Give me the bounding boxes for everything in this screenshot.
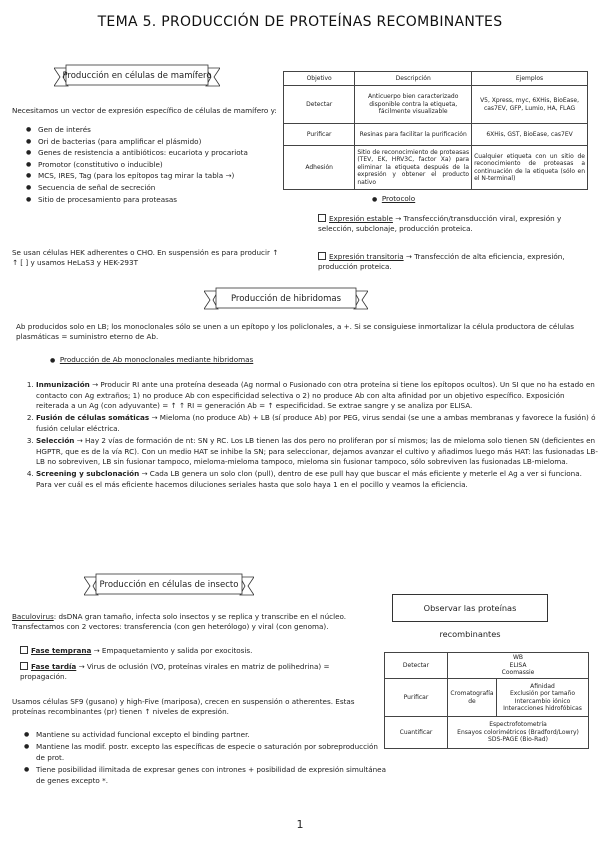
- table-cell: Purificar: [284, 124, 355, 146]
- table-cell: Anticuerpo bien caracterizado disponible contra la etiqueta, fácilmente visualizable: [355, 86, 472, 124]
- table-row: [385, 653, 589, 679]
- insect-cells-text: Usamos células SF9 (gusano) y high-Five (mariposa), crecen en suspensión o atherentes. Estas proteínas recombinantes (pr) tienen ↑ niveles de expresión.: [12, 697, 355, 717]
- tag-table: [283, 71, 588, 190]
- table-header: Ejemplos: [472, 72, 588, 86]
- phase-term: Fase temprana: [31, 646, 92, 655]
- method: Exclusión por tamaño: [509, 690, 576, 697]
- list-item: ● Promotor (constitutivo o inducible): [38, 159, 300, 171]
- method: Intercambio iónico: [514, 697, 571, 705]
- method: Ensayos colorimétricos (Bradford/Lowry): [457, 728, 579, 736]
- table-header: Descripción: [355, 72, 472, 86]
- ribbon-hibridomas: [204, 287, 368, 313]
- step-term: Inmunización: [36, 380, 90, 389]
- section-heading: Observar las proteínas recombinantes: [423, 603, 517, 639]
- table-header: Objetivo: [284, 72, 355, 86]
- protocolo-item: [318, 252, 593, 272]
- insect-list: [22, 729, 386, 787]
- phase-item: [20, 646, 360, 656]
- list-item: [36, 380, 598, 412]
- table-cell: Sitio de reconocimiento de proteasas (TEV, EK, HRV3C, factor Xa) para eliminar la etiqueta después de la expresión y obtener el producto nativo: [355, 146, 472, 190]
- list-item: ● Sitio de procesamiento para proteasas: [38, 194, 300, 206]
- method: Coomassie: [501, 669, 535, 677]
- table-row: [385, 679, 589, 717]
- list-item: [36, 436, 598, 468]
- step-term: Screening y subclonación: [36, 469, 140, 479]
- cromato-sub: de: [468, 697, 476, 705]
- protocolo-term: Expresión transitoria: [329, 252, 404, 261]
- checkbox-icon: [318, 214, 326, 222]
- page-title: TEMA 5. PRODUCCIÓN DE PROTEÍNAS RECOMBINANTES: [97, 14, 503, 30]
- ribbon-mamifero: [54, 64, 220, 90]
- table-row: [385, 717, 589, 749]
- mam-intro: Necesitamos un vector de expresión específico de células de mamífero y:: [12, 106, 277, 115]
- step-text: → Hay 2 vías de formación de nt: SN y RC. Los LB tienen las dos pero no proliferan por sí mismos; las de mieloma solo tienen SN (deficientes en HGPTR, que es de la vía RC). Con un medio HAT se inhibe la SN; para seleccionar, dejamos avanzar el cultivo y añadimos luego más HAT: las fusionadas LB-LB no sobreviven, LB sin fusionar tampoco, mieloma-mieloma tampoco, mieloma sin fusionar tampoco, sólo sobreviven las fusionadas LB-mieloma.: [36, 435, 598, 467]
- list-item: ● Tiene posibilidad ilimitada de expresar genes con intrones + posibilidad de expresión simultánea de genes excepto *.: [36, 764, 386, 787]
- table-row: [284, 146, 588, 190]
- list-item: [36, 413, 598, 434]
- section-heading: Producción en células de mamífero: [62, 71, 212, 81]
- checkbox-icon: [20, 662, 28, 670]
- table-cell: [448, 717, 589, 749]
- protocolo-term: Expresión estable: [329, 214, 393, 223]
- mam-cells-text: Se usan células HEK adherentes o CHO. En suspensión es para producir ↑ ↑ [ ] y usamos HeLaS3 y HEK-293T: [12, 248, 279, 268]
- list-item: ● Mantiene su actividad funcional excepto el binding partner.: [36, 729, 386, 741]
- table-cell: [448, 653, 589, 679]
- table-header-row: [284, 72, 588, 86]
- baculovirus-term: Baculovirus: [12, 612, 54, 621]
- method: SDS-PAGE (Bio-Rad): [488, 736, 548, 744]
- observar-table: [384, 652, 589, 749]
- method: Afinidad: [530, 682, 555, 690]
- page-number: 1: [296, 818, 304, 831]
- section-heading: Producción en células de insecto: [99, 580, 239, 590]
- baculovirus-desc: : dsDNA gran tamaño, infecta solo insectos y se replica y transcribe en el núcleo. Transfectamos con 2 vectores: transferencia (con gen heterólogo) y viral (con genoma).: [12, 612, 347, 632]
- phase-term: Fase tardía: [31, 662, 77, 671]
- list-item: ● Mantiene las modif. postr. excepto las específicas de especie o saturación por sobreproducción de prot.: [36, 741, 386, 764]
- list-item: ● Ori de bacterias (para amplificar el plásmido): [38, 136, 300, 148]
- step-text: → Producir RI ante una proteína deseada (Ag normal o Fusionado con otra proteína si tiene los epítopos ocultos). Un SI que no ha estado en contacto con Ag extraños; 1) no produce Ab con especificidad selectiva o 2) no produce Ab con alta afinidad por un objetivo específico. Exposición reiterada a un Ag (con adyuvante) = ↑ ↑ RI = generación Ab = ↑ especificidad. Se extrae sangre y se analiza por ELISA.: [36, 380, 595, 411]
- vector-list: [24, 124, 300, 205]
- observar-heading-box: [392, 594, 548, 639]
- method: ELISA: [509, 661, 527, 669]
- table-cell: [448, 679, 497, 717]
- protocolo-text: → Transfección/transducción viral, expresión y selección, subclonaje, producción proteica.: [318, 214, 562, 234]
- section-heading: Producción de hibridomas: [230, 294, 342, 304]
- table-cell: Purificar: [385, 679, 448, 717]
- step-term: Fusión de células somáticas: [36, 413, 150, 423]
- baculovirus-text: [12, 612, 372, 632]
- table-cell: Resinas para facilitar la purificación: [355, 124, 472, 146]
- table-cell: Detectar: [385, 653, 448, 679]
- method: Espectrofotometría: [489, 721, 547, 729]
- phase-item: [20, 662, 360, 682]
- hib-subtitle: Producción de Ab monoclonales mediante hibridomas: [59, 355, 254, 364]
- cromato-label: Cromatografía: [450, 690, 494, 697]
- table-cell: Cuantificar: [385, 717, 448, 749]
- phase-text: → Empaquetamiento y salida por exocitosis.: [91, 646, 253, 655]
- table-cell: Adhesión: [284, 146, 355, 190]
- protocolo-title: Protocolo: [381, 194, 416, 203]
- protocolo-heading: ● Protocolo: [372, 194, 416, 203]
- method: Interacciones hidrofóbicas: [503, 705, 582, 712]
- table-row: [284, 124, 588, 146]
- protocolo-text: → Transfección de alta eficiencia, expresión, producción proteica.: [318, 252, 565, 272]
- list-item: ● MCS, IRES, Tag (para los epítopos tag mirar la tabla →): [38, 170, 300, 182]
- step-text: → Mieloma (no produce Ab) + LB (sí produce Ab) por PEG, virus sendai (se une a ambas membranas y favorece la fusión) ó fusión celular eléctrica.: [36, 413, 596, 433]
- phase-text: → Virus de oclusión (VO, proteínas virales en matriz de polihedrina) = propagación.: [20, 662, 330, 682]
- checkbox-icon: [20, 646, 28, 654]
- protocolo-item: [318, 214, 593, 234]
- list-item: ● Genes de resistencia a antibióticos: eucariota y procariota: [38, 147, 300, 159]
- list-item: ● Secuencia de señal de secreción: [38, 182, 300, 194]
- hib-steps: [24, 380, 598, 492]
- table-cell: V5, Xpress, myc, 6XHis, BioEase, cas7EV, GFP, Lumio, HA, FLAG: [472, 86, 588, 124]
- step-term: Selección: [36, 435, 75, 445]
- table-row: [284, 86, 588, 124]
- ribbon-insecto: [84, 573, 254, 599]
- table-cell: 6XHis, GST, BioEase, cas7EV: [472, 124, 588, 146]
- hib-subheading: ● Producción de Ab monoclonales mediante hibridomas: [50, 355, 254, 364]
- table-cell: Cualquier etiqueta con un sitio de reconocimiento de proteasas a continuación de la etiqueta (sólo en el N-terminal): [472, 146, 588, 190]
- method: WB: [512, 654, 524, 662]
- table-cell: Detectar: [284, 86, 355, 124]
- step-text: → Cada LB genera un solo clon (pull), dentro de ese pull hay que buscar el más eficiente y meterle el Ag a ver si funciona. Para ver cuál es el más eficiente hacemos diluciones seriales hasta que solo haya 1 en el pocillo y veamos la eficiencia.: [36, 469, 582, 489]
- table-cell: [497, 679, 589, 717]
- list-item: [36, 469, 598, 490]
- checkbox-icon: [318, 252, 326, 260]
- hib-intro: Ab producidos solo en LB; los monoclonales sólo se unen a un epítopo y los policlonales, a +. Si se consiguiese inmortalizar la célula productora de células plasmáticas = suministro eterno de Ab.: [16, 322, 575, 342]
- list-item: ● Gen de interés: [38, 124, 300, 136]
